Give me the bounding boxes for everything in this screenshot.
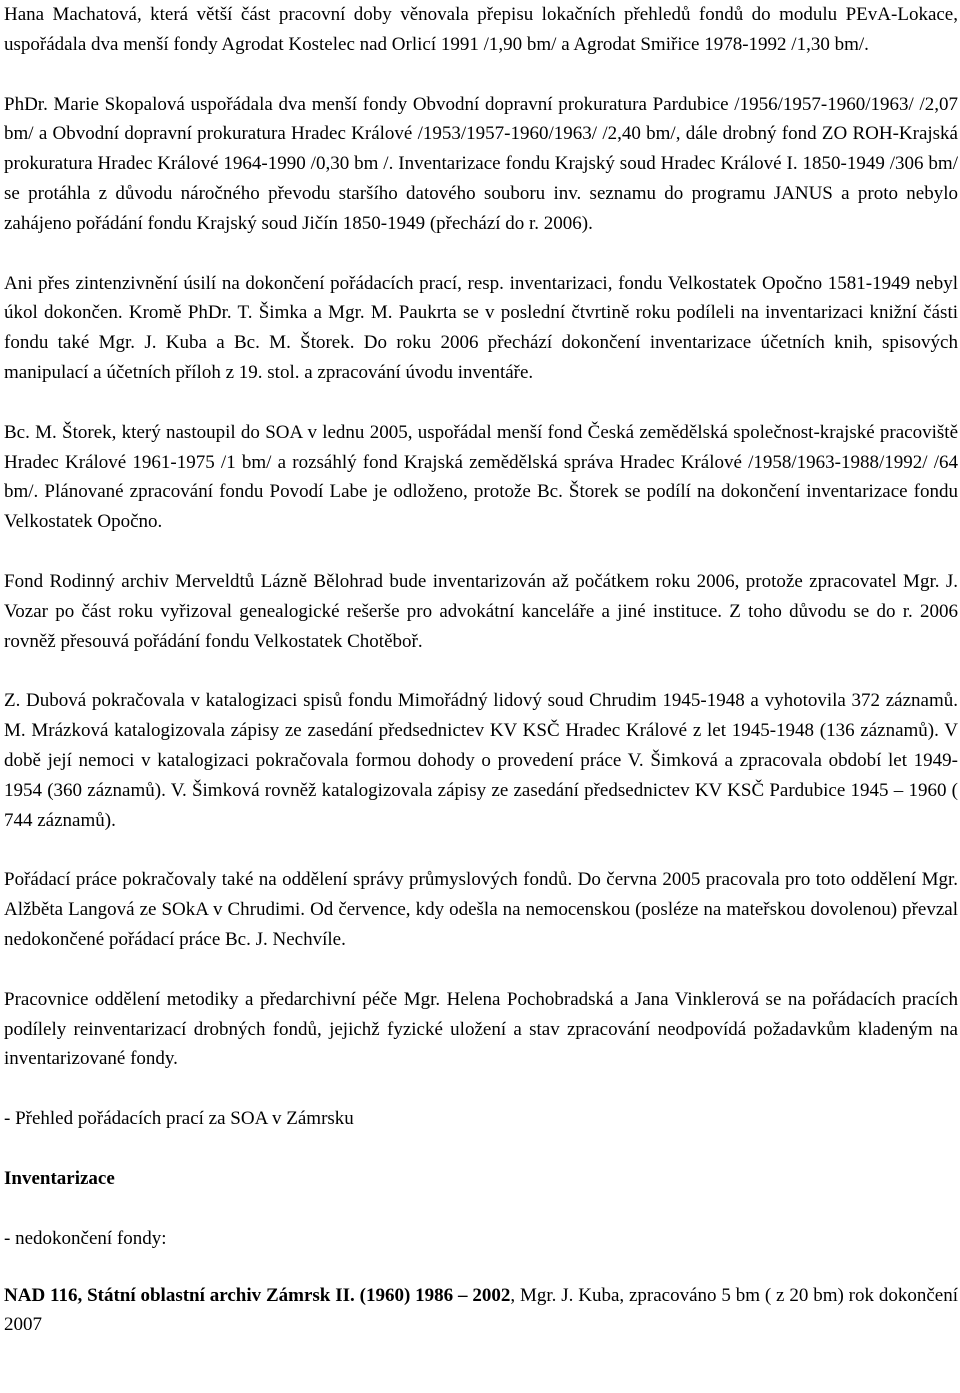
- paragraph-prumyslove-fondy: Pořádací práce pokračovaly také na oddělení správy průmyslových fondů. Do června 2005 pracovala pro toto oddělení Mgr. Alžběta Langová ze SOkA v Chrudimi. Od července, kdy odešla na nemocenskou (posléze na mateřskou dovolenou) převzal nedokončené pořádací práce Bc. J. Nechvíle.: [4, 869, 958, 950]
- section-heading-inventarizace: Inventarizace: [4, 1167, 115, 1189]
- paragraph-machatova: Hana Machatová, která větší část pracovní doby věnovala přepisu lokačních přehledů fondů do modulu PEvA-Lokace, uspořádala dva menší fondy Agrodat Kostelec nad Orlicí 1991 /1,90 bm/ a Agrodat Smiřice 1978-1992 /1,30 bm/.: [4, 4, 958, 55]
- document-page: [4, 0, 958, 1370]
- paragraph-storek: Bc. M. Štorek, který nastoupil do SOA v lednu 2005, uspořádal menší fond Česká zemědělská společnost-krajské pracoviště Hradec Králové 1961-1975 /1 bm/ a rozsáhlý fond Krajská zemědělská správa Hradec Králové /1958/1963-1988/1992/ /64 bm/. Plánované zpracování fondu Povodí Labe je odloženo, protože Bc. Štorek se podílí na dokončení inventarizace fondu Velkostatek Opočno.: [4, 421, 958, 533]
- paragraph-metodika: Pracovnice oddělení metodiky a předarchivní péče Mgr. Helena Pochobradská a Jana Vinklerová se na pořádacích pracích podílely reinventarizací drobných fondů, jejichž fyzické uložení a stav zpracování neodpovídá požadavkům kladeným na inventarizované fondy.: [4, 988, 958, 1070]
- nad-entry-title: NAD 116, Státní oblastní archiv Zámrsk II. (1960) 1986 – 2002: [4, 1284, 511, 1306]
- paragraph-dubova: Z. Dubová pokračovala v katalogizaci spisů fondu Mimořádný lidový soud Chrudim 1945-1948 a vyhotovila 372 záznamů. M. Mrázková katalogizovala zápisy ze zasedání předsednictev KV KSČ Hradec Králové z let 1945-1948 (136 záznamů). V době její nemoci v katalogizaci pokračovala formou dohody o provedení práce V. Šimková a zpracovala období let 1949-1954 (360 záznamů). V. Šimková rovněž katalogizovala zápisy ze zasedání předsednictev KV KSČ Pardubice 1945 – 1960 ( 744 záznamů).: [4, 690, 958, 831]
- nad-entry-details: , Mgr. J. Kuba, zpracováno 5 bm ( z 20 bm) rok dokončení 2007: [4, 1284, 958, 1336]
- paragraph-skopalova: PhDr. Marie Skopalová uspořádala dva menší fondy Obvodní dopravní prokuratura Pardubice /1956/1957-1960/1963/ /2,07 bm/ a Obvodní dopravní prokuratura Hradec Králové /1953/1957-1960/1963/ /2,40 bm/, dále drobný fond ZO ROH-Krajská prokuratura Hradec Králové 1964-1990 /0,30 bm /. Inventarizace fondu Krajský soud Hradec Králové I. 1850-1949 /306 bm/ se protáhla z důvodu náročného převodu staršího datového souboru inv. seznamu do programu JANUS a proto nebylo zahájeno pořádání fondu Krajský soud Jičín 1850-1949 (přechází do r. 2006).: [4, 93, 958, 234]
- paragraph-merveldt: Fond Rodinný archiv Merveldtů Lázně Bělohrad bude inventarizován až počátkem roku 2006, protože zpracovatel Mgr. J. Vozar po část roku vyřizoval genealogické rešerše pro advokátní kanceláře a jiné instituce. Z toho důvodu se do r. 2006 rovněž přesouvá pořádání fondu Velkostatek Chotěboř.: [4, 570, 958, 652]
- section-overview-line: - Přehled pořádacích prací za SOA v Zámrsku: [4, 1108, 354, 1130]
- paragraph-velkostatek-opocno: Ani přes zintenzivnění úsilí na dokončení pořádacích prací, resp. inventarizaci, fondu Velkostatek Opočno 1581-1949 nebyl úkol dokončen. Kromě PhDr. T. Šimka a Mgr. M. Paukrta se v poslední čtvrtině roku podíleli na inventarizaci knižní části fondu také Mgr. J. Kuba a Bc. M. Štorek. Do roku 2006 přechází dokončení inventarizace účetních knih, spisových manipulací a účetních příloh z 19. stol. a zpracování úvodu inventáře.: [4, 272, 958, 383]
- nad-entry: [4, 1281, 958, 1341]
- subsection-nedokoncene-fondy: - nedokončení fondy:: [4, 1227, 167, 1249]
